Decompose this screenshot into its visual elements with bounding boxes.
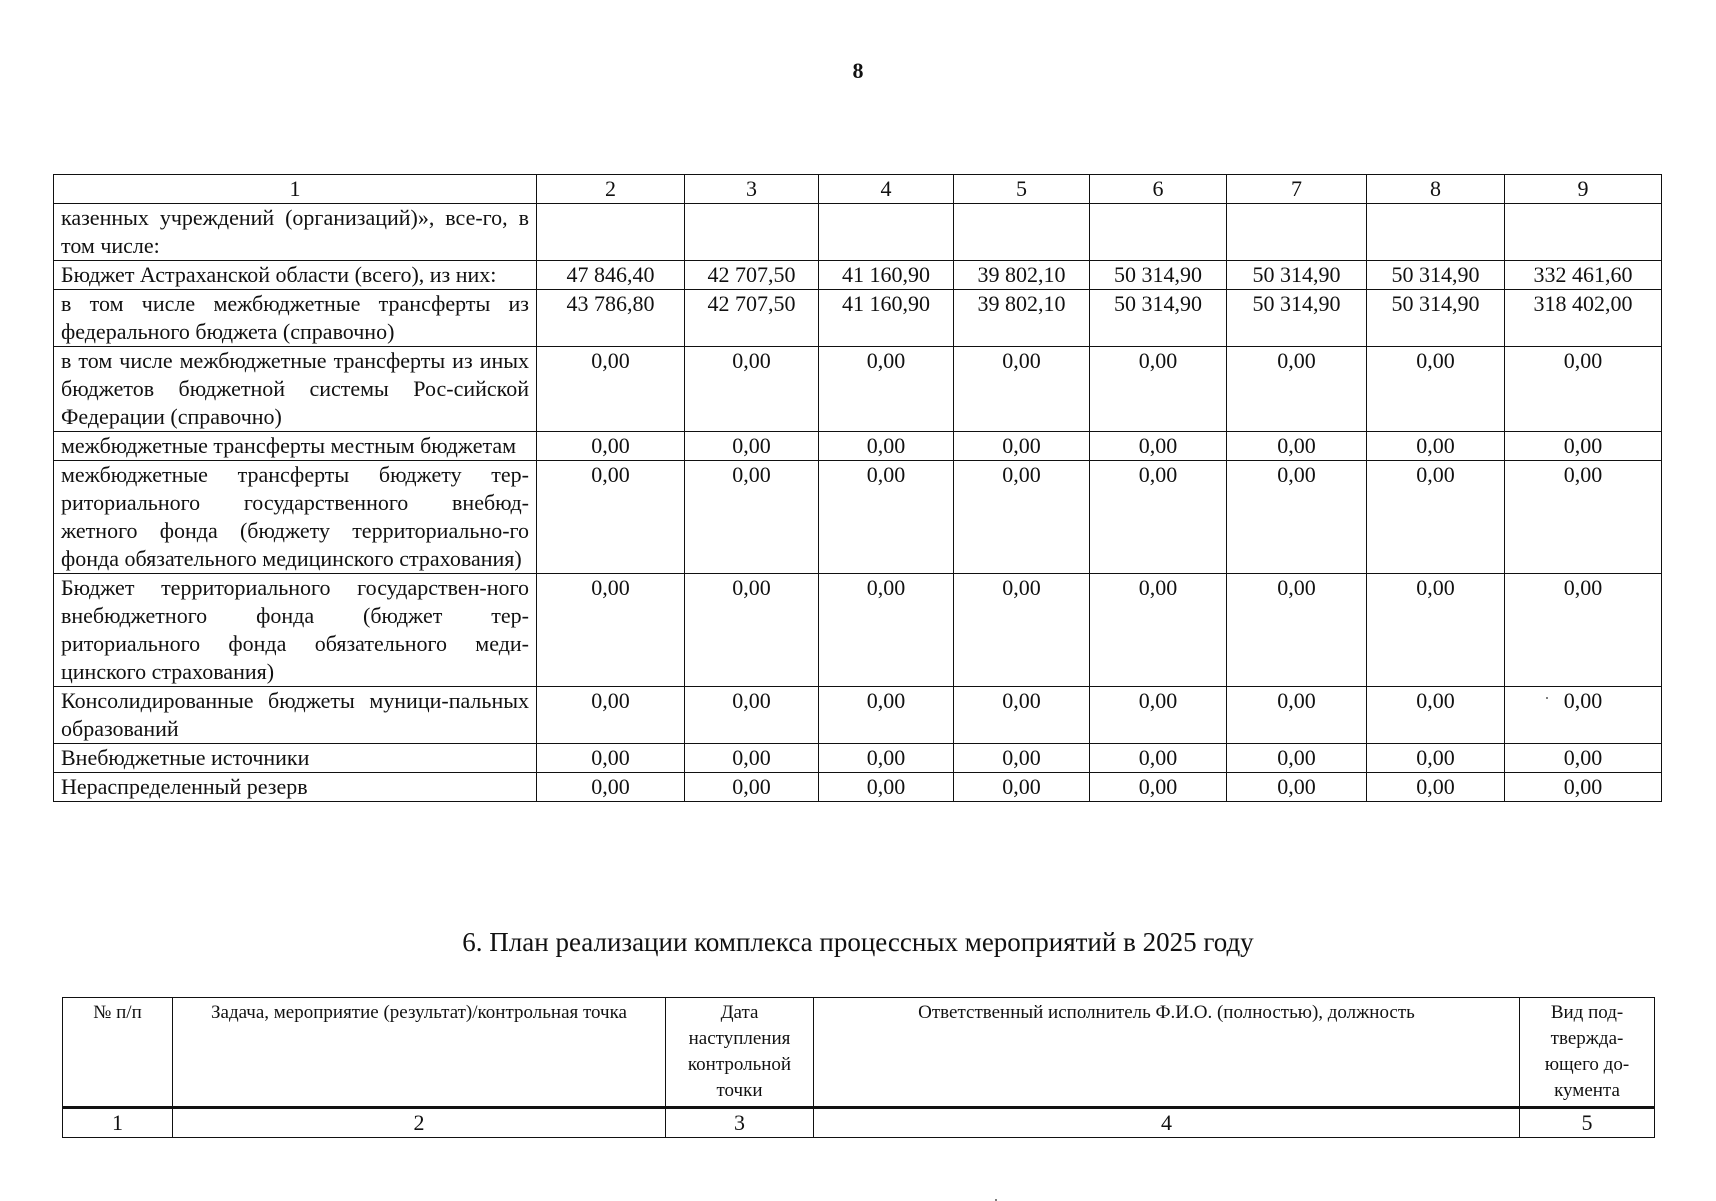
funding-value-cell: 0,00: [1505, 347, 1662, 432]
funding-value-cell: 0,00: [1227, 461, 1367, 574]
funding-row: [54, 204, 1662, 261]
funding-value-cell: 0,00: [1090, 687, 1227, 744]
funding-value-cell: 0,00: [954, 574, 1090, 687]
funding-row: [54, 290, 1662, 347]
funding-value-cell: 0,00: [537, 347, 685, 432]
funding-value-cell: 42 707,50: [685, 290, 819, 347]
plan-column-number: 5: [1520, 1108, 1655, 1138]
funding-value-cell: 41 160,90: [819, 261, 954, 290]
funding-value-cell: 47 846,40: [537, 261, 685, 290]
funding-value-cell: 50 314,90: [1090, 261, 1227, 290]
funding-header-cell: 1: [54, 175, 537, 204]
funding-value-cell: 0,00: [819, 773, 954, 802]
funding-header-cell: 9: [1505, 175, 1662, 204]
funding-value-cell: 0,00: [1367, 347, 1505, 432]
funding-header-row: [54, 175, 1662, 204]
funding-value-cell: 0,00: [1227, 347, 1367, 432]
funding-value-cell: [685, 204, 819, 261]
funding-value-cell: 0,00: [954, 432, 1090, 461]
funding-value-cell: [1505, 204, 1662, 261]
funding-row: [54, 574, 1662, 687]
funding-row-label: Внебюджетные источники: [54, 744, 537, 773]
funding-value-cell: 39 802,10: [954, 261, 1090, 290]
funding-value-cell: 0,00: [537, 574, 685, 687]
funding-value-cell: 0,00: [954, 347, 1090, 432]
funding-value-cell: [819, 204, 954, 261]
funding-value-cell: 332 461,60: [1505, 261, 1662, 290]
funding-value-cell: 0,00: [819, 574, 954, 687]
funding-value-cell: [1227, 204, 1367, 261]
funding-value-cell: [1367, 204, 1505, 261]
funding-value-cell: 0,00: [954, 461, 1090, 574]
funding-value-cell: [537, 204, 685, 261]
funding-value-cell: 0,00: [537, 744, 685, 773]
plan-column-number: 3: [666, 1108, 814, 1138]
funding-value-cell: 0,00: [1367, 744, 1505, 773]
plan-column-number: 1: [63, 1108, 173, 1138]
funding-value-cell: 318 402,00: [1505, 290, 1662, 347]
funding-value-cell: 0,00: [685, 461, 819, 574]
funding-value-cell: 0,00: [819, 687, 954, 744]
funding-header-cell: 4: [819, 175, 954, 204]
funding-row-label: Нераспределенный резерв: [54, 773, 537, 802]
funding-value-cell: 50 314,90: [1367, 290, 1505, 347]
funding-row: [54, 347, 1662, 432]
funding-value-cell: 0,00: [1227, 744, 1367, 773]
funding-value-cell: 0,00: [1505, 574, 1662, 687]
funding-value-cell: 0,00: [537, 461, 685, 574]
plan-column-number: 4: [814, 1108, 1520, 1138]
funding-value-cell: 0,00: [819, 432, 954, 461]
funding-row: [54, 461, 1662, 574]
funding-value-cell: 0,00: [1090, 744, 1227, 773]
funding-header-cell: 2: [537, 175, 685, 204]
funding-value-cell: 0,00: [1090, 574, 1227, 687]
funding-value-cell: 0,00: [1367, 773, 1505, 802]
funding-value-cell: 0,00: [537, 773, 685, 802]
plan-column-number: 2: [173, 1108, 666, 1138]
funding-header-cell: 5: [954, 175, 1090, 204]
funding-row: [54, 432, 1662, 461]
funding-row-label: Бюджет Астраханской области (всего), из них:: [54, 261, 537, 290]
funding-row-label: Бюджет территориального государствен-ного внебюджетного фонда (бюджет тер-риториального фонда обязательного меди-цинского страхования): [54, 574, 537, 687]
funding-value-cell: 0,00: [1227, 687, 1367, 744]
funding-row: [54, 744, 1662, 773]
funding-value-cell: 0,00: [1505, 687, 1662, 744]
funding-table: [53, 174, 1662, 802]
funding-header-cell: 7: [1227, 175, 1367, 204]
funding-value-cell: 50 314,90: [1090, 290, 1227, 347]
funding-value-cell: 0,00: [685, 347, 819, 432]
funding-value-cell: 0,00: [1367, 687, 1505, 744]
funding-value-cell: 39 802,10: [954, 290, 1090, 347]
funding-value-cell: 0,00: [1505, 432, 1662, 461]
funding-value-cell: 0,00: [1090, 432, 1227, 461]
funding-value-cell: [954, 204, 1090, 261]
funding-value-cell: 0,00: [685, 687, 819, 744]
funding-row-label: в том числе межбюджетные трансферты из федерального бюджета (справочно): [54, 290, 537, 347]
funding-row-label: казенных учреждений (организаций)», все-го, в том числе:: [54, 204, 537, 261]
funding-row-label: в том числе межбюджетные трансферты из иных бюджетов бюджетной системы Рос-сийской Федерации (справочно): [54, 347, 537, 432]
funding-row-label: межбюджетные трансферты местным бюджетам: [54, 432, 537, 461]
funding-value-cell: 0,00: [537, 687, 685, 744]
funding-row: [54, 687, 1662, 744]
funding-header-cell: 8: [1367, 175, 1505, 204]
funding-value-cell: 0,00: [685, 744, 819, 773]
funding-value-cell: 50 314,90: [1367, 261, 1505, 290]
plan-table: [62, 997, 1655, 1138]
funding-row: [54, 773, 1662, 802]
funding-value-cell: 0,00: [1505, 773, 1662, 802]
funding-value-cell: 0,00: [819, 461, 954, 574]
page-number: 8: [852, 58, 864, 83]
funding-value-cell: 0,00: [537, 432, 685, 461]
funding-row: [54, 261, 1662, 290]
funding-row-label: межбюджетные трансферты бюджету тер-риториального государственного внебюд-жетного фонда (бюджету территориально-го фонда обязательного медицинского страхования): [54, 461, 537, 574]
funding-header-cell: 3: [685, 175, 819, 204]
funding-value-cell: 42 707,50: [685, 261, 819, 290]
funding-value-cell: 0,00: [1505, 461, 1662, 574]
funding-row-label: Консолидированные бюджеты муници-пальных образований: [54, 687, 537, 744]
funding-value-cell: 0,00: [954, 744, 1090, 773]
funding-value-cell: 0,00: [1227, 574, 1367, 687]
section-title: 6. План реализации комплекса процессных мероприятий в 2025 году: [462, 927, 1254, 957]
funding-value-cell: 43 786,80: [537, 290, 685, 347]
funding-header-cell: 6: [1090, 175, 1227, 204]
funding-value-cell: 50 314,90: [1227, 261, 1367, 290]
funding-value-cell: [1090, 204, 1227, 261]
funding-value-cell: 0,00: [1367, 461, 1505, 574]
plan-column-numbers-row: [63, 1108, 1655, 1138]
plan-header-cell: Вид под-тверждa-ющего до-кумента: [1520, 998, 1655, 1108]
funding-value-cell: 0,00: [1367, 432, 1505, 461]
funding-value-cell: 0,00: [954, 773, 1090, 802]
funding-value-cell: 0,00: [1367, 574, 1505, 687]
plan-header-row: [63, 998, 1655, 1108]
funding-value-cell: 0,00: [685, 574, 819, 687]
funding-value-cell: 0,00: [685, 773, 819, 802]
funding-value-cell: 0,00: [1227, 432, 1367, 461]
funding-value-cell: 0,00: [954, 687, 1090, 744]
funding-value-cell: 0,00: [685, 432, 819, 461]
funding-value-cell: 0,00: [1090, 773, 1227, 802]
scan-speck: [1546, 697, 1548, 699]
funding-value-cell: 0,00: [1090, 347, 1227, 432]
plan-header-cell: № п/п: [63, 998, 173, 1108]
funding-value-cell: 50 314,90: [1227, 290, 1367, 347]
funding-value-cell: 0,00: [819, 744, 954, 773]
plan-header-cell: Задача, мероприятие (результат)/контрольная точка: [173, 998, 666, 1108]
funding-value-cell: 41 160,90: [819, 290, 954, 347]
funding-value-cell: 0,00: [1505, 744, 1662, 773]
plan-header-cell: Ответственный исполнитель Ф.И.О. (полностью), должность: [814, 998, 1520, 1108]
funding-value-cell: 0,00: [819, 347, 954, 432]
plan-header-cell: Дата наступления контрольной точки: [666, 998, 814, 1108]
funding-value-cell: 0,00: [1090, 461, 1227, 574]
funding-value-cell: 0,00: [1227, 773, 1367, 802]
